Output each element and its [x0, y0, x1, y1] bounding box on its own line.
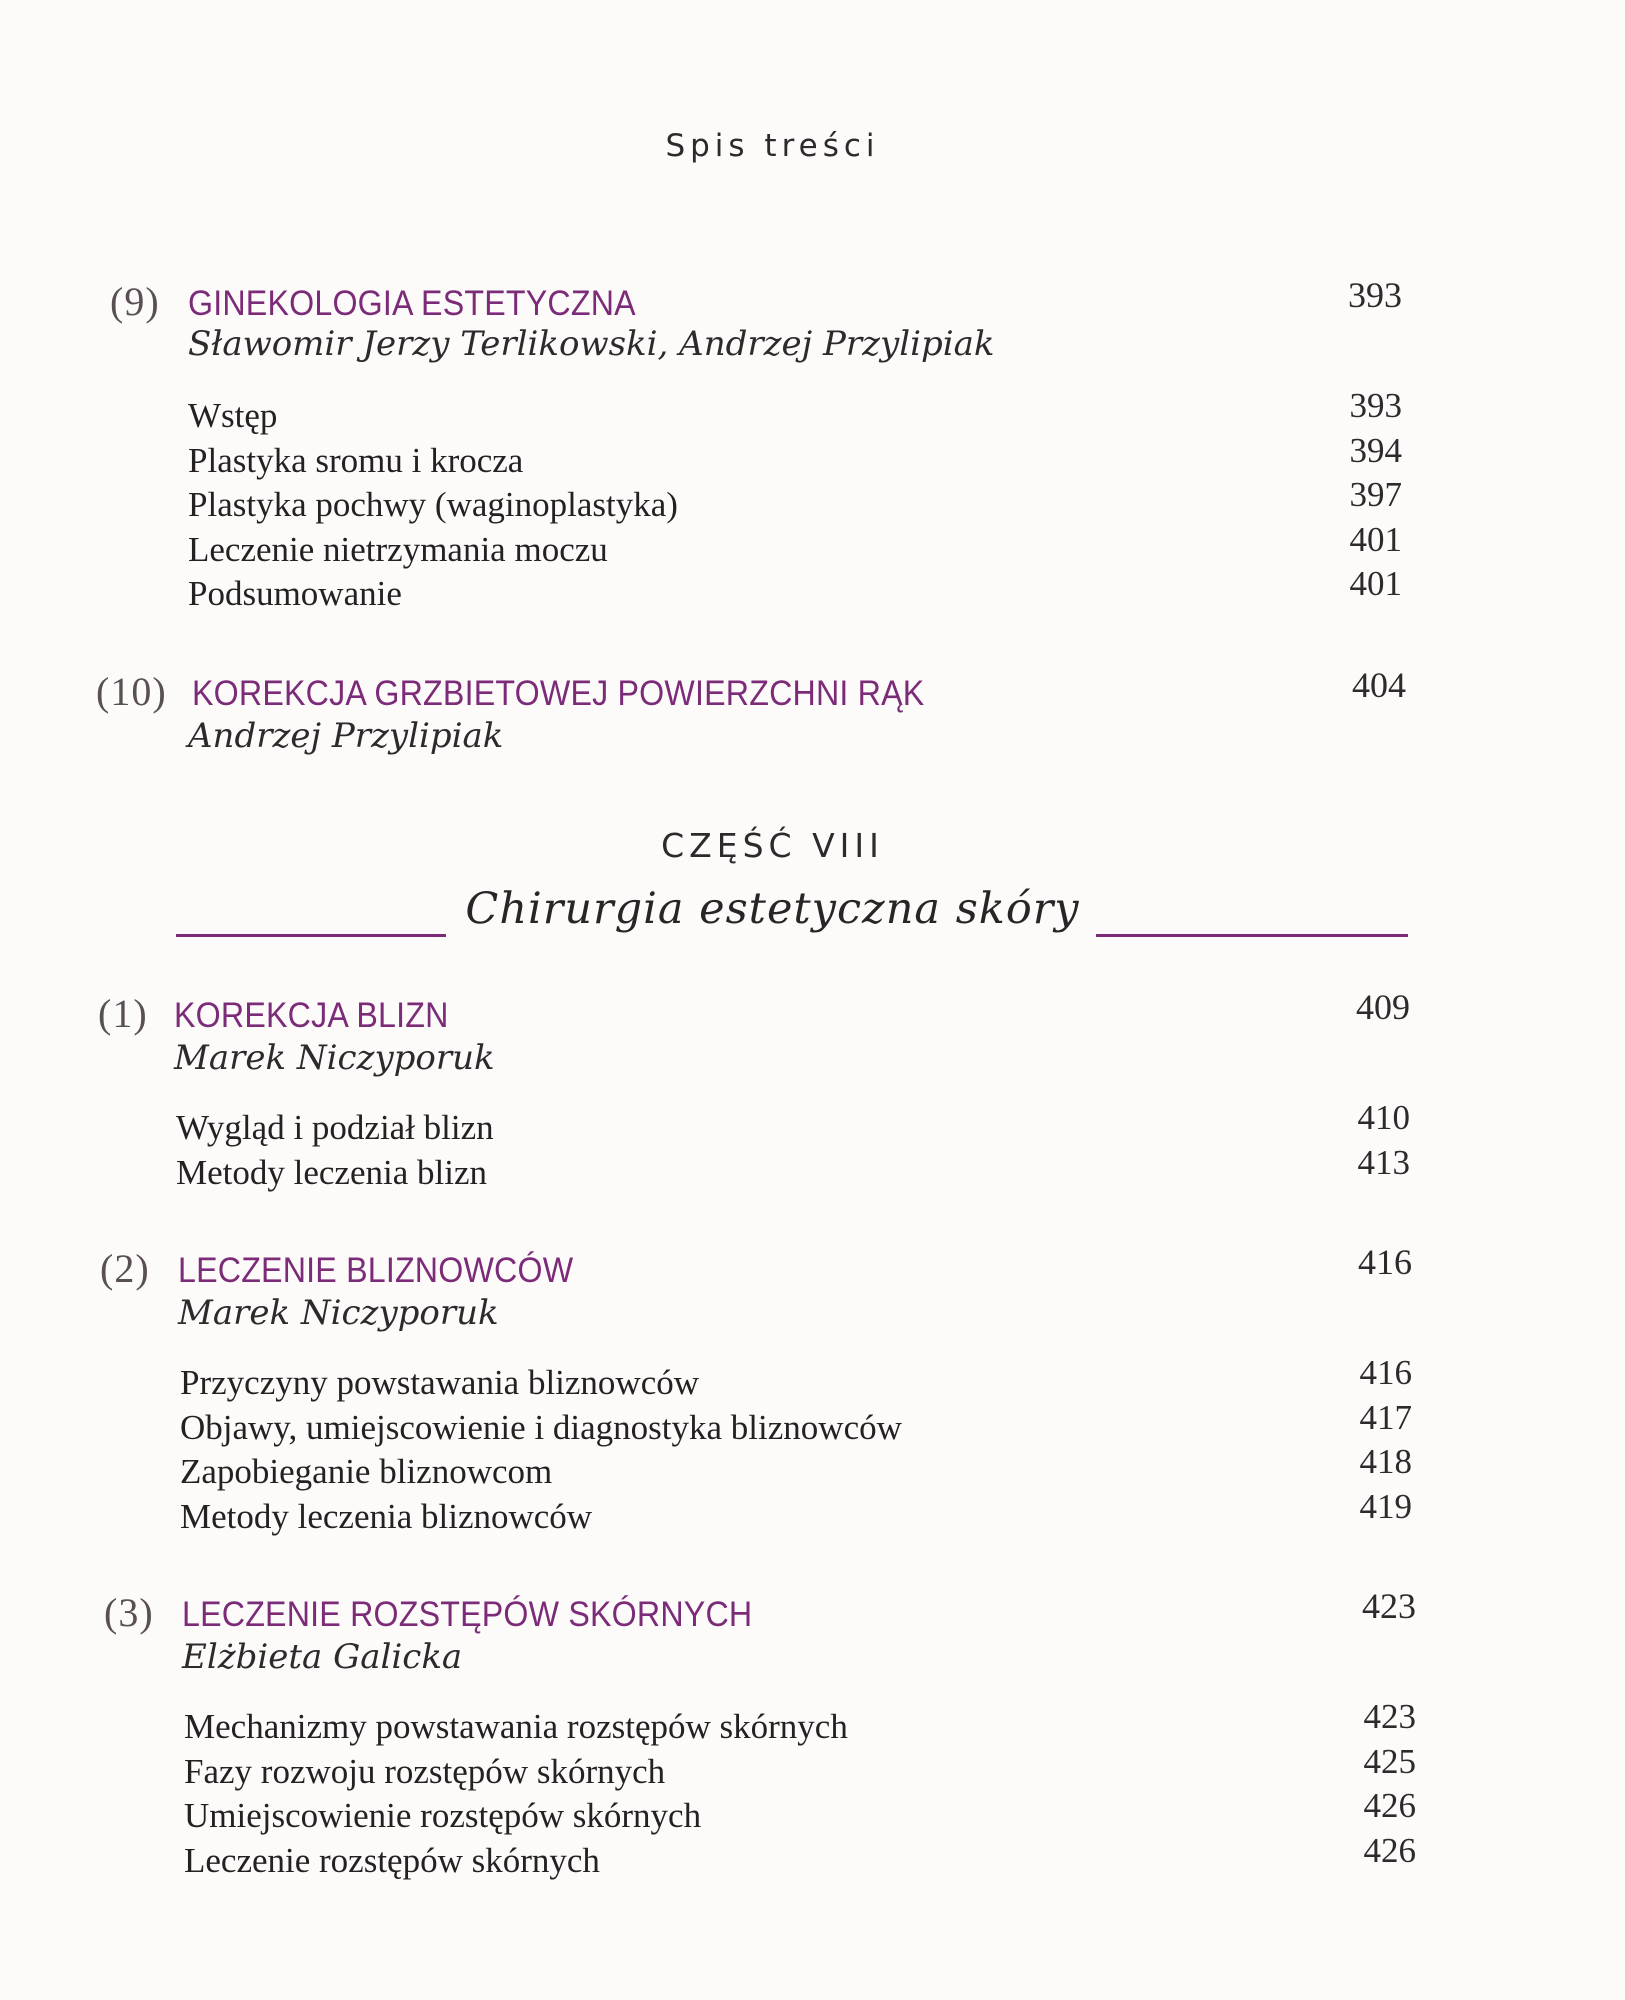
section-page: 426	[1363, 1830, 1416, 1870]
section-label: Leczenie rozstępów skórnych	[184, 1840, 600, 1880]
section-entry	[180, 1486, 1412, 1542]
section-entry	[184, 1830, 1416, 1886]
section-entry	[188, 564, 1402, 619]
chapter-authors: Andrzej Przylipiak	[188, 716, 504, 756]
section-label: Wygląd i podział blizn	[176, 1108, 494, 1147]
chapter-entry	[110, 275, 1402, 613]
section-entry	[180, 1442, 1412, 1497]
section-page: 401	[1349, 564, 1402, 603]
section-entry	[188, 430, 1402, 486]
section-list	[176, 1098, 1410, 1197]
section-label: Umiejscowienie rozstępów skórnych	[184, 1796, 702, 1835]
section-page: 425	[1363, 1741, 1416, 1781]
section-entry	[176, 1142, 1410, 1198]
section-page: 418	[1359, 1442, 1412, 1481]
chapter-title: GINEKOLOGIA ESTETYCZNA	[188, 284, 636, 323]
chapter-page: 404	[1352, 665, 1406, 705]
chapter-authors: Marek Niczyporuk	[178, 1293, 499, 1333]
chapter-title: KOREKCJA GRZBIETOWEJ POWIERZCHNI RĄK	[192, 674, 925, 713]
section-page: 410	[1357, 1098, 1410, 1137]
section-entry	[184, 1741, 1416, 1797]
section-page: 419	[1359, 1486, 1412, 1526]
part-label: CZĘŚĆ VIII	[661, 826, 884, 865]
section-page: 397	[1349, 475, 1402, 514]
section-entry	[180, 1353, 1412, 1408]
section-label: Metody leczenia blizn	[176, 1152, 487, 1192]
chapter-authors: Sławomir Jerzy Terlikowski, Andrzej Przylipiak	[188, 324, 995, 364]
chapter-number: (10)	[96, 669, 167, 714]
chapter-entry	[104, 1586, 1416, 1889]
section-list	[180, 1353, 1412, 1541]
part-title: Chirurgia estetyczna skóry	[465, 884, 1080, 934]
part-divider-right	[1096, 934, 1408, 937]
chapter-title: LECZENIE ROZSTĘPÓW SKÓRNYCH	[182, 1595, 753, 1634]
section-page: 413	[1357, 1142, 1410, 1182]
section-label: Wstęp	[188, 396, 278, 435]
section-entry	[188, 519, 1402, 575]
section-label: Podsumowanie	[188, 574, 402, 613]
chapter-number: (9)	[110, 279, 160, 324]
section-entry	[188, 475, 1402, 530]
section-list	[188, 386, 1402, 619]
section-page: 401	[1349, 519, 1402, 559]
section-label: Plastyka sromu i krocza	[188, 440, 524, 480]
section-label: Plastyka pochwy (waginoplastyka)	[188, 485, 678, 524]
chapter-entry	[96, 665, 1406, 778]
chapter-page: 393	[1348, 275, 1402, 315]
part-divider-left	[176, 934, 446, 937]
section-page: 426	[1363, 1786, 1416, 1825]
chapter-title: KOREKCJA BLIZN	[174, 996, 449, 1035]
chapter-number: (1)	[98, 991, 148, 1036]
section-label: Mechanizmy powstawania rozstępów skórnych	[184, 1707, 848, 1746]
section-page: 417	[1359, 1397, 1412, 1437]
chapter-authors: Elżbieta Galicka	[182, 1637, 463, 1677]
section-page: 416	[1359, 1353, 1412, 1392]
section-entry	[188, 386, 1402, 441]
chapter-entry	[100, 1242, 1412, 1545]
section-entry	[176, 1098, 1410, 1153]
section-label: Przyczyny powstawania bliznowców	[180, 1363, 700, 1402]
section-entry	[184, 1697, 1416, 1752]
running-title: Spis treści	[665, 128, 880, 164]
section-list	[184, 1697, 1416, 1885]
chapter-entry	[98, 987, 1410, 1200]
chapter-number: (3)	[104, 1590, 154, 1635]
section-entry	[184, 1786, 1416, 1841]
chapter-page: 423	[1362, 1586, 1416, 1626]
section-page: 394	[1349, 430, 1402, 470]
section-page: 423	[1363, 1697, 1416, 1736]
section-entry	[180, 1397, 1412, 1453]
chapter-authors: Marek Niczyporuk	[174, 1038, 495, 1078]
chapter-number: (2)	[100, 1246, 150, 1291]
chapter-page: 409	[1356, 987, 1410, 1027]
section-label: Objawy, umiejscowienie i diagnostyka bliznowców	[180, 1407, 902, 1447]
section-page: 393	[1349, 386, 1402, 425]
chapter-title: LECZENIE BLIZNOWCÓW	[178, 1251, 574, 1290]
section-label: Fazy rozwoju rozstępów skórnych	[184, 1751, 666, 1791]
chapter-page: 416	[1358, 1242, 1412, 1282]
section-label: Metody leczenia bliznowców	[180, 1496, 593, 1536]
section-label: Zapobieganie bliznowcom	[180, 1452, 553, 1491]
section-label: Leczenie nietrzymania moczu	[188, 529, 608, 569]
